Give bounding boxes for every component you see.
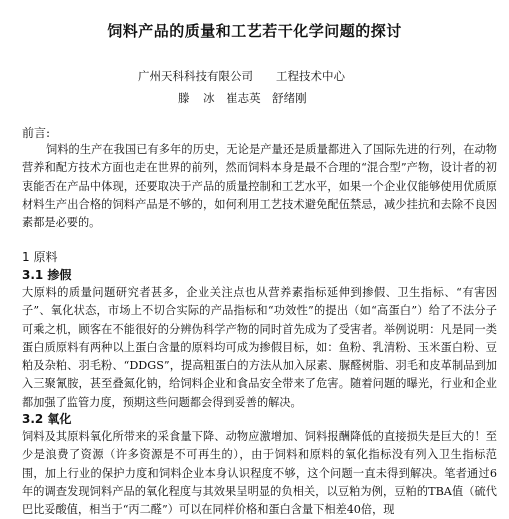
foreword-heading: 前言: [22, 126, 51, 140]
subsection-heading-oxidation: 3.2 氧化 [22, 412, 72, 426]
affiliation: 广州天科科技有限公司 工程技术中心 [138, 69, 345, 83]
section-heading-raw-materials: 1 原料 [22, 250, 58, 264]
adulteration-paragraph: 大原料的质量问题研究者甚多，企业关注点也从营养素指标延伸到掺假、卫生指标、“有害因子”、氧化状态，市场上不切合实际的产品指标和“功效性”的提出（如“高蛋白”）给了不法分子可乘之机，顾客在不能很好的分辨伪科学产物的同时首先成为了受害者。举例说明：凡是同一类蛋白质原料有两种以上蛋白含量的原料均可成为掺假目标，如：鱼粉、乳清粉、玉米蛋白粉、豆粕及杂粕、羽毛粉、“DDGS”，提高粗蛋白的方法从加入尿素、脲醛树脂、羽毛和皮革制品到加入三聚氰胺，甚至叠氮化钠，给饲料企业和食品安全带来了危害。随着问题的曝光，行业和企业都加强了监管力度，预期这些问题都会得到妥善的解决。 [22, 286, 497, 409]
foreword-paragraph: 饲料的生产在我国已有多年的历史，无论是产量还是质量都进入了国际先进的行列，在动物营养和配方技术方面也走在世界的前列，然而饲料本身是最不合理的“混合型”产物，设计者的初衷能否在产品中体现，还要取决于产品的质量控制和工艺水平，如果一个企业仅能够使用优质原材料生产出合格的饲料产品是不够的，如何利用工艺技术避免配伍禁忌，减少挂抗和去除不良因素都是必要的。 [22, 143, 497, 230]
authors: 滕 冰 崔志英 舒绪刚 [178, 91, 307, 105]
oxidation-paragraph: 饲料及其原料氧化所带来的采食量下降、动物应激增加、饲料报酬降低的直接损失是巨大的！至少是浪费了资源（许多资源是不可再生的），由于饲料和原料的氧化指标没有列入卫生指标范围，加上行业的保护力度和饲料企业本身认识程度不够，这个问题一直未得到解决。笔者通过6年的调查发现饲料产品的氧化程度与其效果呈明显的负相关，以豆粕为例，豆粕的TBA值（硫代巴比妥酸值，相当于“丙二醛”）可以在同样价格和蛋白含量下相差40倍，现 [22, 430, 497, 517]
paper-title: 饲料产品的质量和工艺若干化学问题的探讨 [107, 22, 402, 40]
subsection-heading-adulteration: 3.1 掺假 [22, 268, 72, 282]
